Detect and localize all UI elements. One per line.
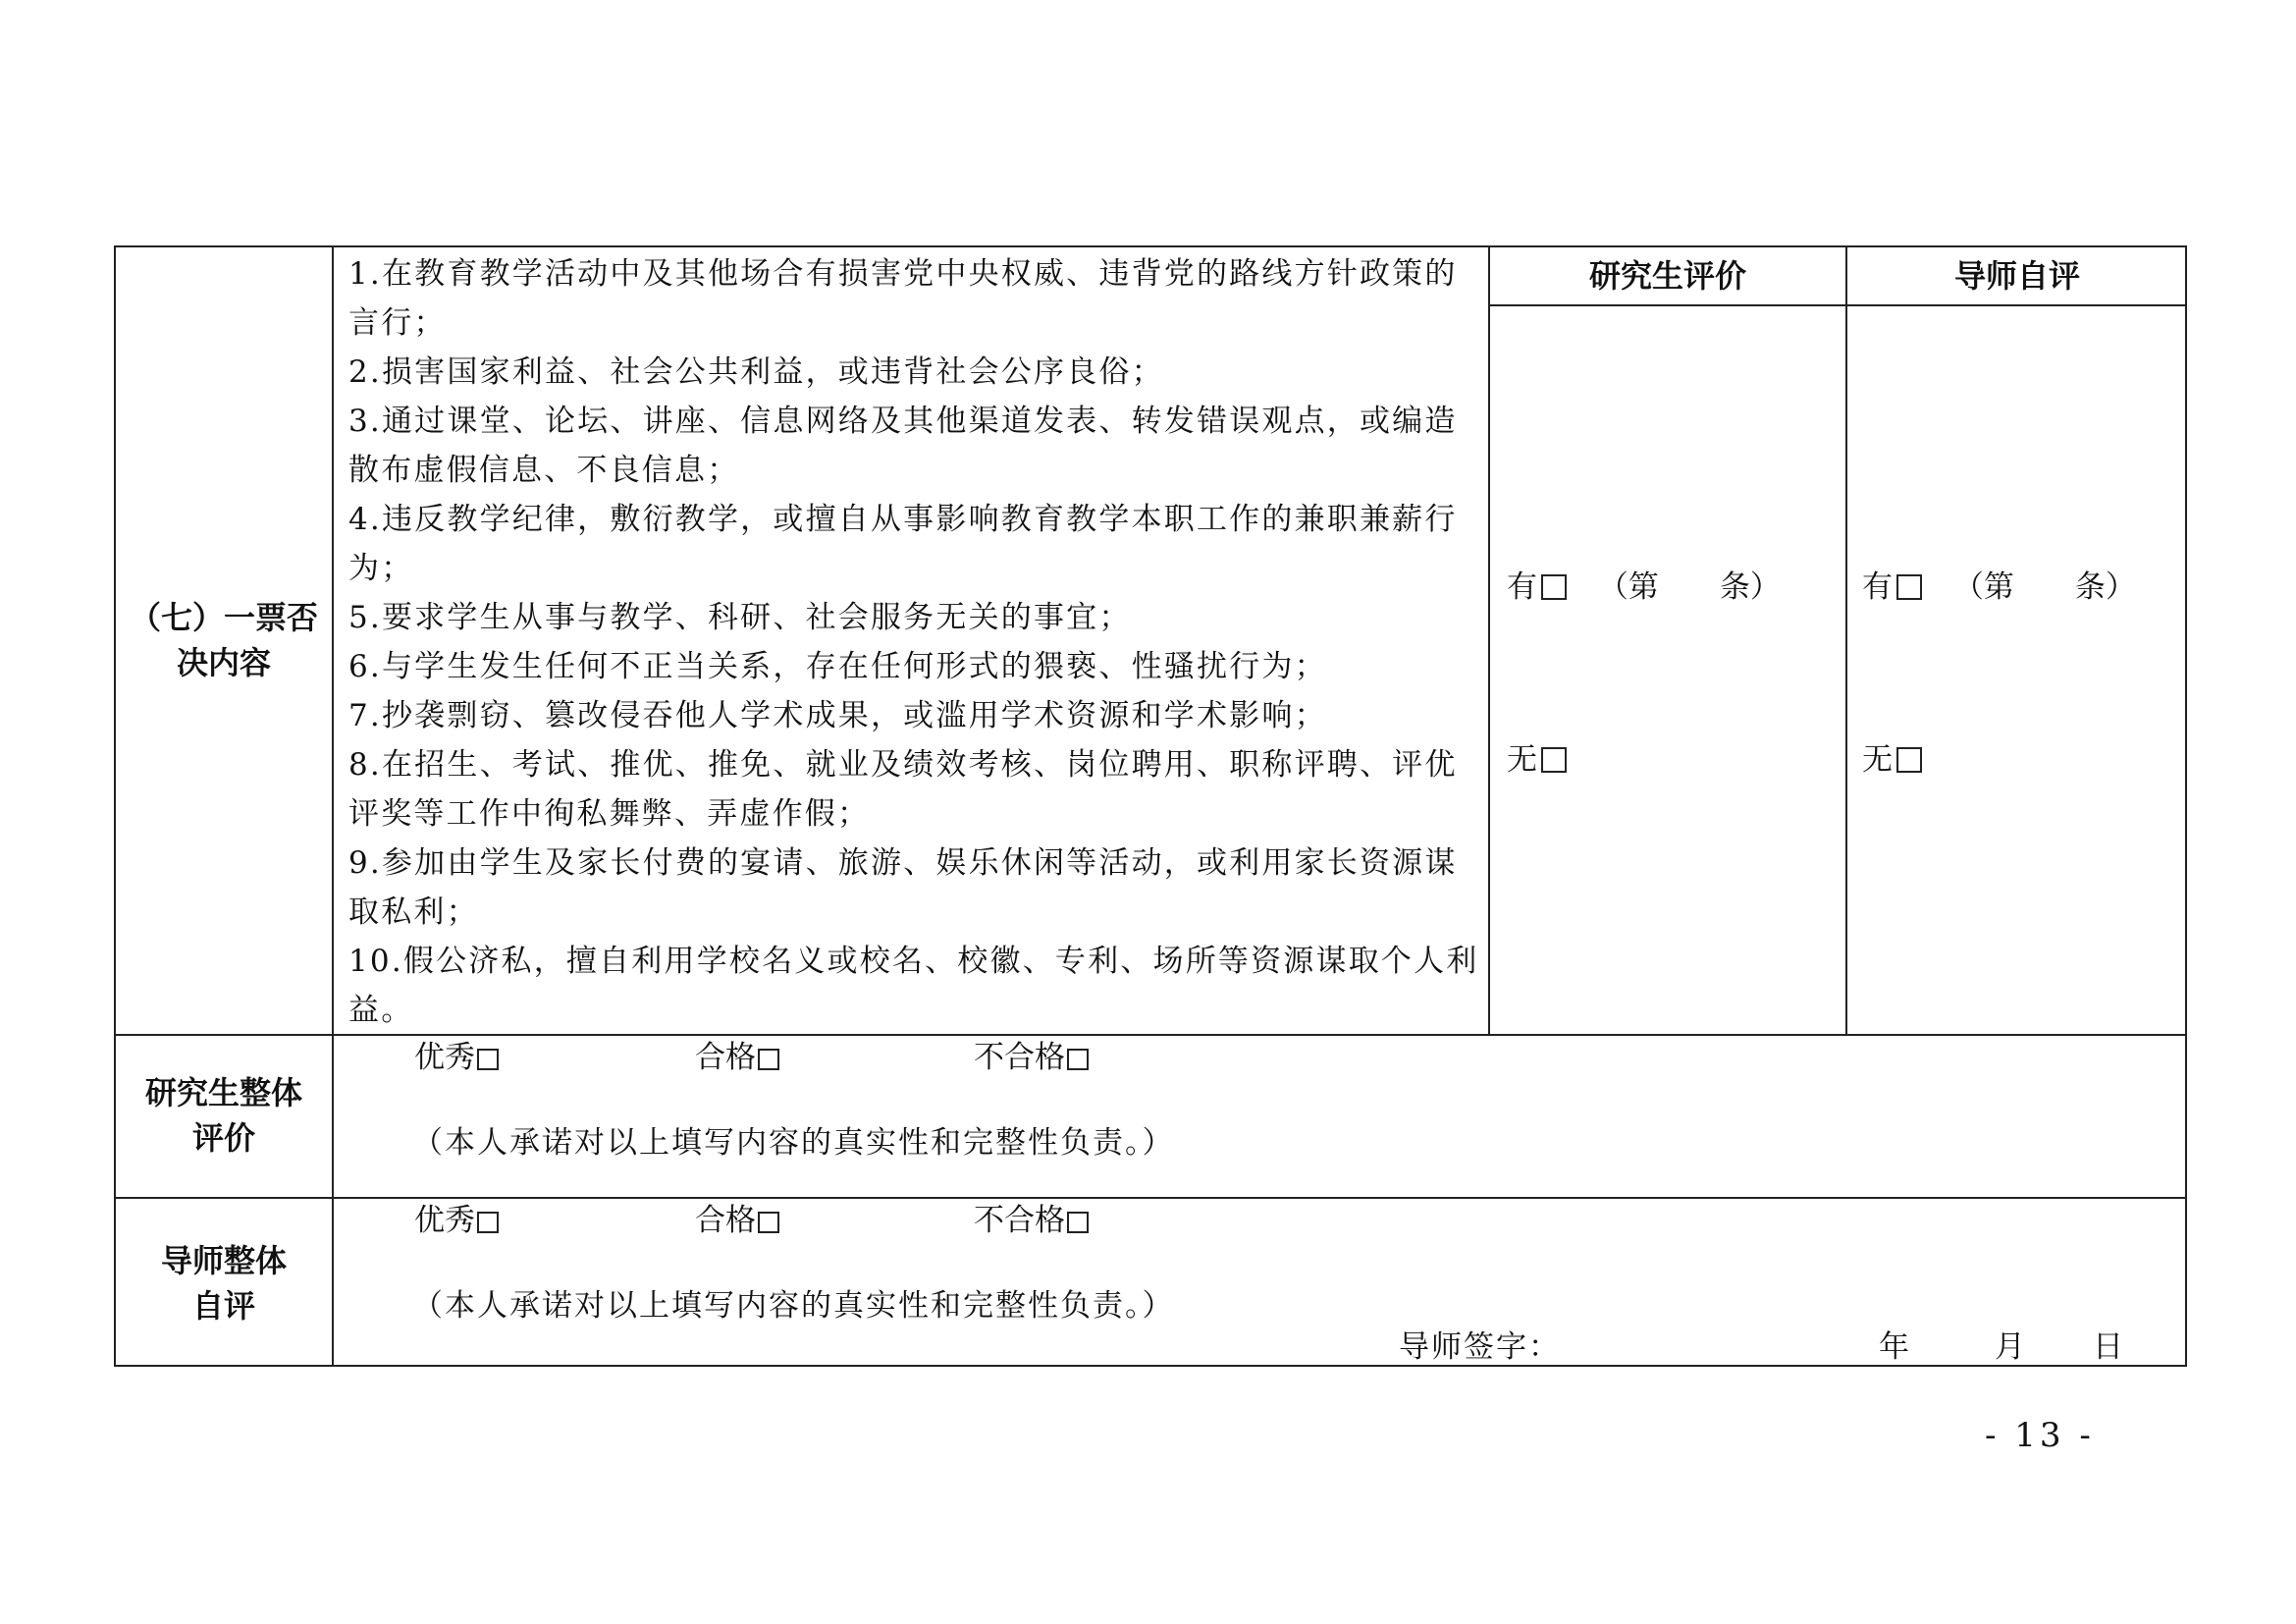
veto-item-line: 6.与学生发生任何不正当关系，存在任何形式的猥亵、性骚扰行为；: [348, 649, 1327, 684]
tutor-veto-none-checkbox[interactable]: [1896, 747, 1922, 773]
tutor-veto-none-label: 无: [1862, 742, 1893, 778]
student-overall-label-line1: 研究生整体: [144, 1074, 302, 1111]
tutor-overall-fail-label: 不合格: [974, 1203, 1065, 1238]
student-overall-pass-label: 合格: [695, 1040, 756, 1075]
veto-item-line: 散布虚假信息、不良信息；: [348, 453, 740, 488]
tutor-overall-excellent-label: 优秀: [414, 1203, 475, 1238]
tutor-overall-excellent-checkbox[interactable]: [477, 1212, 499, 1233]
tutor-overall-excellent-option: [414, 1201, 499, 1240]
student-overall-fail-option: [974, 1038, 1089, 1077]
page-number: - 13 -: [1985, 1416, 2095, 1455]
veto-item-line: 评奖等工作中徇私舞弊、弄虚作假；: [348, 796, 871, 832]
student-overall-pass-checkbox[interactable]: [758, 1049, 779, 1070]
veto-item-line: 8.在招生、考试、推优、推免、就业及绩效考核、岗位聘用、职称评聘、评优: [348, 747, 1458, 783]
table-divider-header-row: [1488, 304, 2187, 306]
veto-row-label: [116, 595, 332, 685]
table-divider-student-column: [1488, 245, 1490, 1036]
signature-date-month: 月: [1995, 1329, 2027, 1365]
veto-item-line: 7.抄袭剽窃、篡改侵吞他人学术成果，或滥用学术资源和学术影响；: [348, 698, 1327, 733]
student-overall-excellent-checkbox[interactable]: [477, 1049, 499, 1070]
student-veto-none-label: 无: [1507, 742, 1537, 778]
signature-date-day: 日: [2093, 1329, 2125, 1365]
veto-item-line: 1.在教育教学活动中及其他场合有损害党中央权威、违背党的路线方针政策的: [348, 256, 1458, 292]
student-veto-none-checkbox[interactable]: [1541, 747, 1567, 773]
veto-item-line: 益。: [348, 993, 414, 1028]
student-overall-label: [116, 1070, 332, 1161]
student-overall-fail-label: 不合格: [974, 1040, 1065, 1075]
student-veto-clause: （第 条）: [1597, 569, 1781, 605]
veto-item-line: 9.参加由学生及家长付费的宴请、旅游、娱乐休闲等活动，或利用家长资源谋: [348, 845, 1458, 881]
veto-item-line: 10.假公济私，擅自利用学校名义或校名、校徽、专利、场所等资源谋取个人利: [348, 944, 1479, 979]
student-overall-pass-option: [695, 1038, 779, 1077]
veto-label-line2: 决内容: [176, 644, 271, 681]
tutor-overall-fail-option: [974, 1201, 1089, 1240]
veto-label-line1: （七）一票否: [129, 599, 318, 636]
tutor-signature-label: 导师签字：: [1399, 1329, 1561, 1365]
signature-date-year: 年: [1879, 1329, 1911, 1365]
student-overall-label-line2: 评价: [191, 1119, 255, 1157]
tutor-overall-fail-checkbox[interactable]: [1067, 1212, 1089, 1233]
veto-item-line: 言行；: [348, 305, 447, 341]
tutor-veto-none-option: [1862, 740, 1922, 780]
tutor-veto-has-label: 有: [1862, 569, 1893, 605]
tutor-overall-label-line1: 导师整体: [160, 1242, 287, 1279]
table-divider-tutor-column: [1845, 245, 1847, 1036]
tutor-overall-label: [116, 1238, 332, 1328]
tutor-veto-has-option: [1862, 568, 2136, 607]
veto-item-line: 3.通过课堂、论坛、讲座、信息网络及其他渠道发表、转发错误观点，或编造: [348, 404, 1458, 439]
student-veto-none-option: [1507, 740, 1567, 780]
student-veto-has-label: 有: [1507, 569, 1537, 605]
student-overall-pledge: （本人承诺对以上填写内容的真实性和完整性负责。）: [412, 1125, 1175, 1161]
veto-item-line: 2.损害国家利益、社会公共利益，或违背社会公序良俗；: [348, 354, 1164, 390]
tutor-overall-pass-option: [695, 1201, 779, 1240]
tutor-self-evaluation-header: 导师自评: [1953, 257, 2080, 295]
veto-item-line: 4.违反教学纪律，敷衍教学，或擅自从事影响教育教学本职工作的兼职兼薪行: [348, 502, 1458, 537]
table-divider-student-overall-row: [114, 1197, 2187, 1199]
veto-item-line: 取私利；: [348, 894, 479, 930]
student-overall-fail-checkbox[interactable]: [1067, 1049, 1089, 1070]
veto-item-line: 5.要求学生从事与教学、科研、社会服务无关的事宜；: [348, 600, 1132, 635]
student-overall-excellent-option: [414, 1038, 499, 1077]
tutor-overall-pledge: （本人承诺对以上填写内容的真实性和完整性负责。）: [412, 1288, 1175, 1324]
student-veto-has-checkbox[interactable]: [1541, 574, 1567, 600]
student-evaluation-header: 研究生评价: [1588, 257, 1746, 295]
tutor-overall-pass-checkbox[interactable]: [758, 1212, 779, 1233]
tutor-veto-has-checkbox[interactable]: [1896, 574, 1922, 600]
tutor-overall-pass-label: 合格: [695, 1203, 756, 1238]
student-veto-has-option: [1507, 568, 1781, 607]
veto-item-line: 为；: [348, 551, 414, 586]
table-divider-veto-row: [114, 1034, 2187, 1036]
tutor-overall-label-line2: 自评: [191, 1287, 255, 1325]
student-overall-excellent-label: 优秀: [414, 1040, 475, 1075]
tutor-veto-clause: （第 条）: [1952, 569, 2136, 605]
